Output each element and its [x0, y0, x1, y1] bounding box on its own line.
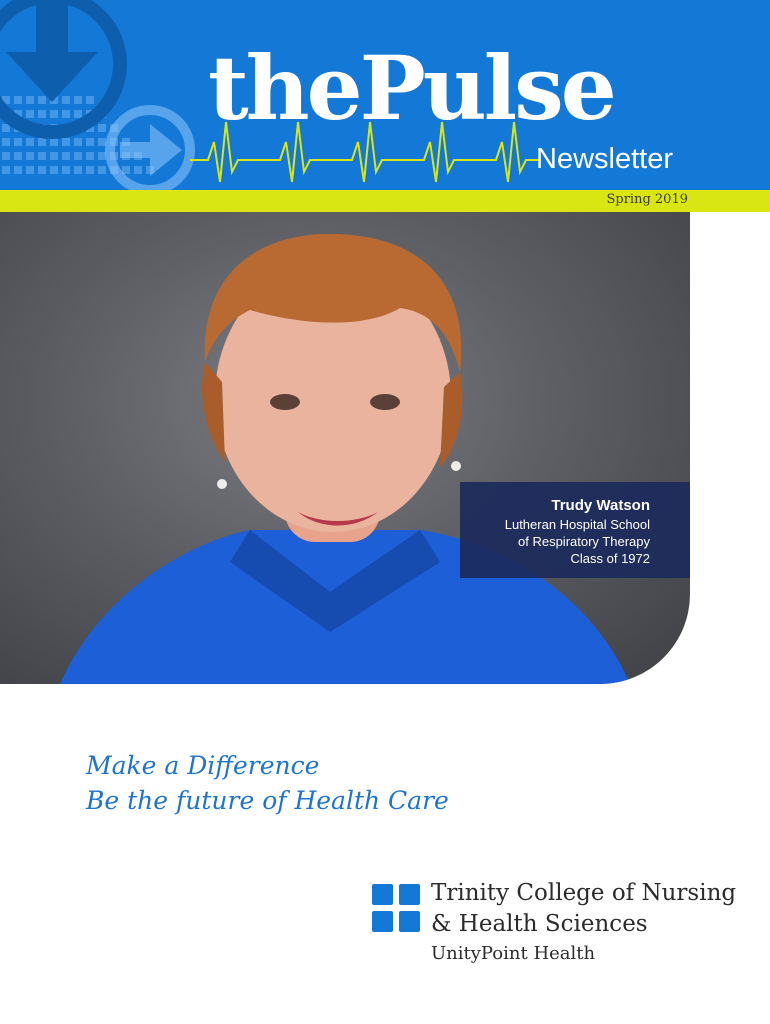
masthead-banner: [0, 0, 770, 190]
caption-line: Class of 1972: [570, 551, 650, 566]
featured-person-name: Trudy Watson: [551, 497, 650, 514]
tagline-line-2: Be the future of Health Care: [86, 786, 449, 815]
college-name-line-2: & Health Sciences: [431, 911, 648, 937]
portrait-illustration: [0, 212, 690, 684]
masthead-title: thePulse: [208, 36, 614, 140]
masthead-subtitle: Newsletter: [536, 143, 673, 175]
college-cross-logo-icon: [372, 884, 420, 932]
right-arrow-icon: [110, 110, 190, 190]
health-system-name: UnityPoint Health: [431, 943, 596, 964]
college-name-line-1: Trinity College of Nursing: [431, 880, 737, 906]
caption-line: Lutheran Hospital School: [504, 517, 650, 532]
cover-portrait-photo: [0, 212, 690, 684]
caption-line: of Respiratory Therapy: [518, 534, 650, 549]
tagline-line-1: Make a Difference: [86, 751, 320, 780]
issue-date: Spring 2019: [606, 192, 688, 207]
